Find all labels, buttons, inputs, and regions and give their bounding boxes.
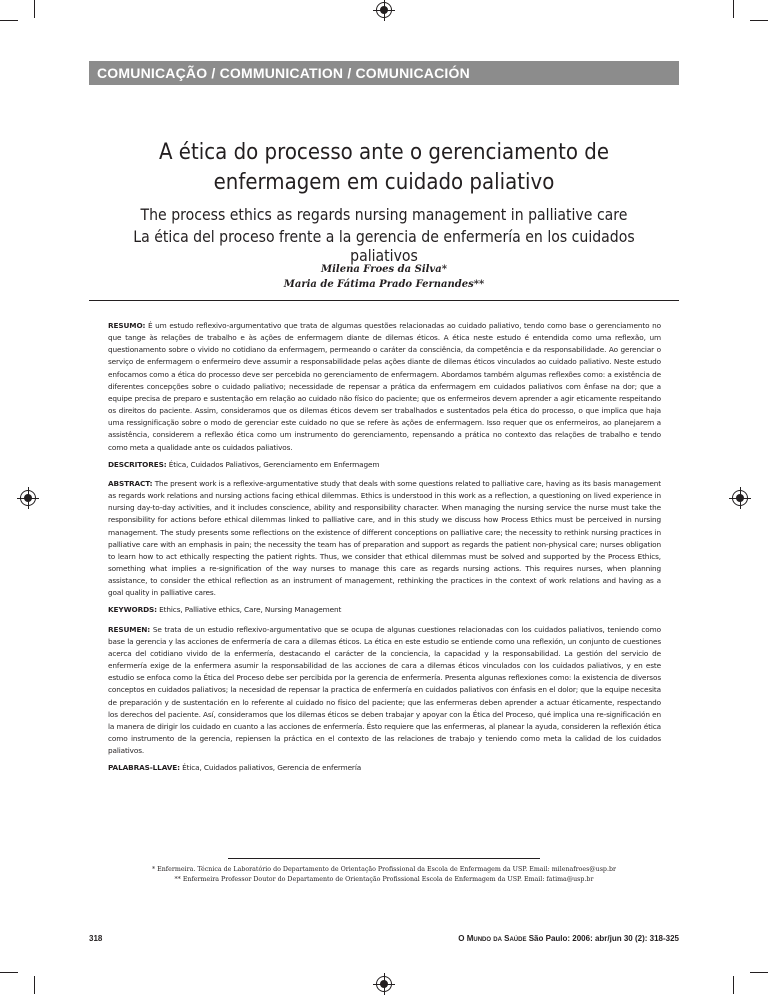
journal-name: O Mundo da Saúde xyxy=(458,934,527,943)
palabras-llave-paragraph xyxy=(108,762,661,774)
abstract-paragraph xyxy=(108,478,661,600)
crop-mark xyxy=(0,20,18,21)
title-line: enfermagem em cuidado paliativo xyxy=(213,170,555,195)
footnote: ** Enfermeira Professor Doutor do Departamento de Orientação Profissional Escola de Enfermagem da USP. Email: fatima@usp.br xyxy=(174,876,594,883)
descritores-text: Ética, Cuidados Paliativos, Gerenciamento em Enfermagem xyxy=(166,459,380,469)
top-rule xyxy=(89,300,679,301)
palabras-llave-text: Ética, Cuidados paliativos, Gerencia de enfermería xyxy=(179,763,362,773)
author-name: Milena Froes da Silva* xyxy=(321,264,447,275)
keywords-text: Ethics, Palliative ethics, Care, Nursing Management xyxy=(156,605,342,615)
crop-mark xyxy=(733,976,734,994)
resumo-text: É um estudo reflexivo-argumentativo que trata de algumas questões relacionadas ao cuidado paliativo, tendo como base o gerenciamento no que tange às relações de trabalho e às ações de enfermagem diante de dilemas éticos. A ética neste estudo é entendida como uma reflexão, um questionamento sobre o vivido no cotidiano da enfermagem, permeando o caráter da consciência, da competência e da responsabilidade. Ao gerenciar o serviço de enfermagem o enfermeiro deve assumir a responsabilidade pelas ações diante de dilemas éticos vinculados ao cuidado paliativo. Neste estudo enfocamos como a ética do processo deve ser percebida no gerenciamento de enfermagem. Abordamos também algumas reflexões como: a existência de diferentes concepções sobre o cuidado paliativo; necessidade de repensar a prática da enfermagem em cuidados paliativos com ênfase na dor; que a equipe precisa de preparo e sustentação em relação ao cuidado não físico do paciente; que os enfermeiros devem aprender a agir eticamente respeitando os direitos do paciente. Assim, consideramos que os dilemas éticos devem ser trabalhados e sustentados pela ética do processo, o que implica que haja uma ressignificação sobre o modo de gerenciar este cuidado no que se refere às ações de enfermagem. Isso requer que os enfermeiros, ao planejarem a assistência, considerem a reflexão ética como um instrumento do gerenciamento, repensando a prática no contexto das relações de trabalho e tendo como meta a qualidade ante os cuidados paliativos. xyxy=(108,321,661,452)
crop-mark xyxy=(750,972,768,973)
title-line: A ética do processo ante o gerenciamento de xyxy=(158,140,610,165)
keywords-label: KEYWORDS: xyxy=(108,605,157,615)
footnote-rule xyxy=(228,858,540,859)
journal-issue: São Paulo: 2006: abr/jun 30 (2): 318-325 xyxy=(526,934,679,943)
registration-mark-icon xyxy=(376,976,392,992)
registration-mark-icon xyxy=(732,490,748,506)
author-name: Maria de Fátima Prado Fernandes** xyxy=(283,279,485,290)
resumen-text: Se trata de un estudio reflexivo-argumentativo que se ocupa de algunas cuestiones relacionadas con los cuidados paliativos, teniendo como base la gerencia y las acciones de enfermería de cara a dilemas éticos. La ética en este estudio se entiende como una reflexión, un conjunto de cuestiones acerca del cotidiano vivido de la enfermería, destacando el carácter de la conciencia, la capacidad y la responsabilidad. La gestión del servicio de enfermería exige de la enfermera asumir la responsabilidad de las acciones de cara a dilemas éticos vinculados con los cuidados paliativos, y en este estudio se enfoca como la Ética del Proceso debe ser percibida por la gerencia de enfermería. Presenta algunas reflexiones como: la existencia de diversos conceptos en cuidados paliativos; la necesidad de repensar la practica de enfermería en cuidados paliativos con énfasis en el dolor; que la equipe necesita de preparación y de sustentación en lo referente al cuidado no físico del paciente; que las enfermeras deben aprender a actuar éticamente, respectando los derechos del paciente. Así, consideramos que los dilemas éticos se deben trabajar y apoyar con la Ética del Proceso, qué implica una re-significación en la manera de dirigir los cuidado en cuanto a las acciones de enfermería. Ésto requiere que las enfermeras, al planear la ayuda, consideren la reflexión ética como instrumento de la gerencia, repiensen la práctica en el contexto de las relaciones de trabajo y teniendo como meta la calidad de los cuidados paliativos. xyxy=(108,624,661,756)
journal-citation xyxy=(458,934,679,943)
title-portuguese xyxy=(119,138,650,198)
resumen-label: RESUMEN: xyxy=(108,624,151,634)
keywords-paragraph xyxy=(108,604,661,616)
descritores-label: DESCRITORES: xyxy=(108,459,167,469)
resumo-paragraph xyxy=(108,320,661,454)
title-english: The process ethics as regards nursing management in palliative care xyxy=(140,205,628,224)
registration-mark-icon xyxy=(20,490,36,506)
crop-mark xyxy=(750,20,768,21)
crop-mark xyxy=(34,0,35,18)
descritores-paragraph xyxy=(108,459,661,471)
crop-mark xyxy=(733,0,734,18)
author-list xyxy=(89,262,679,292)
crop-mark xyxy=(34,976,35,994)
section-banner: COMUNICAÇÃO / COMMUNICATION / COMUNICACIÓN xyxy=(89,61,679,85)
palabras-llave-label: PALABRAS-LLAVE: xyxy=(108,763,180,773)
crop-mark xyxy=(0,972,18,973)
abstract-label: ABSTRACT: xyxy=(108,478,153,488)
page-number: 318 xyxy=(89,934,103,943)
abstract-text: The present work is a reflexive-argumentative study that deals with some questions related to palliative care, having as its basis management as regards work relations and nursing actions facing ethical dilemmas. Ethics is understood in this work as a reflection, a questioning on lived experience in nursing day-to-day activities, and it includes conscience, ability and responsibility character. When managing the nursing service the nurse must take the responsibility for actions before ethical dilemmas linked to palliative care, and in this study we discuss how Process Ethics must be perceived in nursing management. The study presents some reflections on the existence of different conceptions on palliative care; the necessity to rethink nursing practices in palliative care with an emphasis in pain; the necessity the team has of preparation and support as regards the patient non-physical care; nurses obligation to learn how to act ethically respecting the patient rights. Thus, we consider that ethical dilemmas must be solved and supported by the Process Ethics, something what implies a re-signification of the way nurses to manage this care as regards nursing actions. This requires nurses, when planning assistance, to consider the ethical reflection as an instrument of management, rethinking the practices in the context of work relations and having as a goal quality in palliative cares. xyxy=(108,478,661,598)
resumo-label: RESUMO: xyxy=(108,321,146,330)
footnote: * Enfermeira. Técnica de Laboratório do Departamento de Orientação Profissional da Escola de Enfermagem da USP. Email: milenafroes@usp.br xyxy=(151,866,616,873)
footnotes xyxy=(140,865,628,885)
abstracts-block xyxy=(108,320,661,781)
registration-mark-icon xyxy=(376,2,392,18)
title-spanish: La ética del proceso frente a la gerencia de enfermería en los cuidados paliativos xyxy=(133,227,635,265)
resumen-paragraph xyxy=(108,624,661,758)
